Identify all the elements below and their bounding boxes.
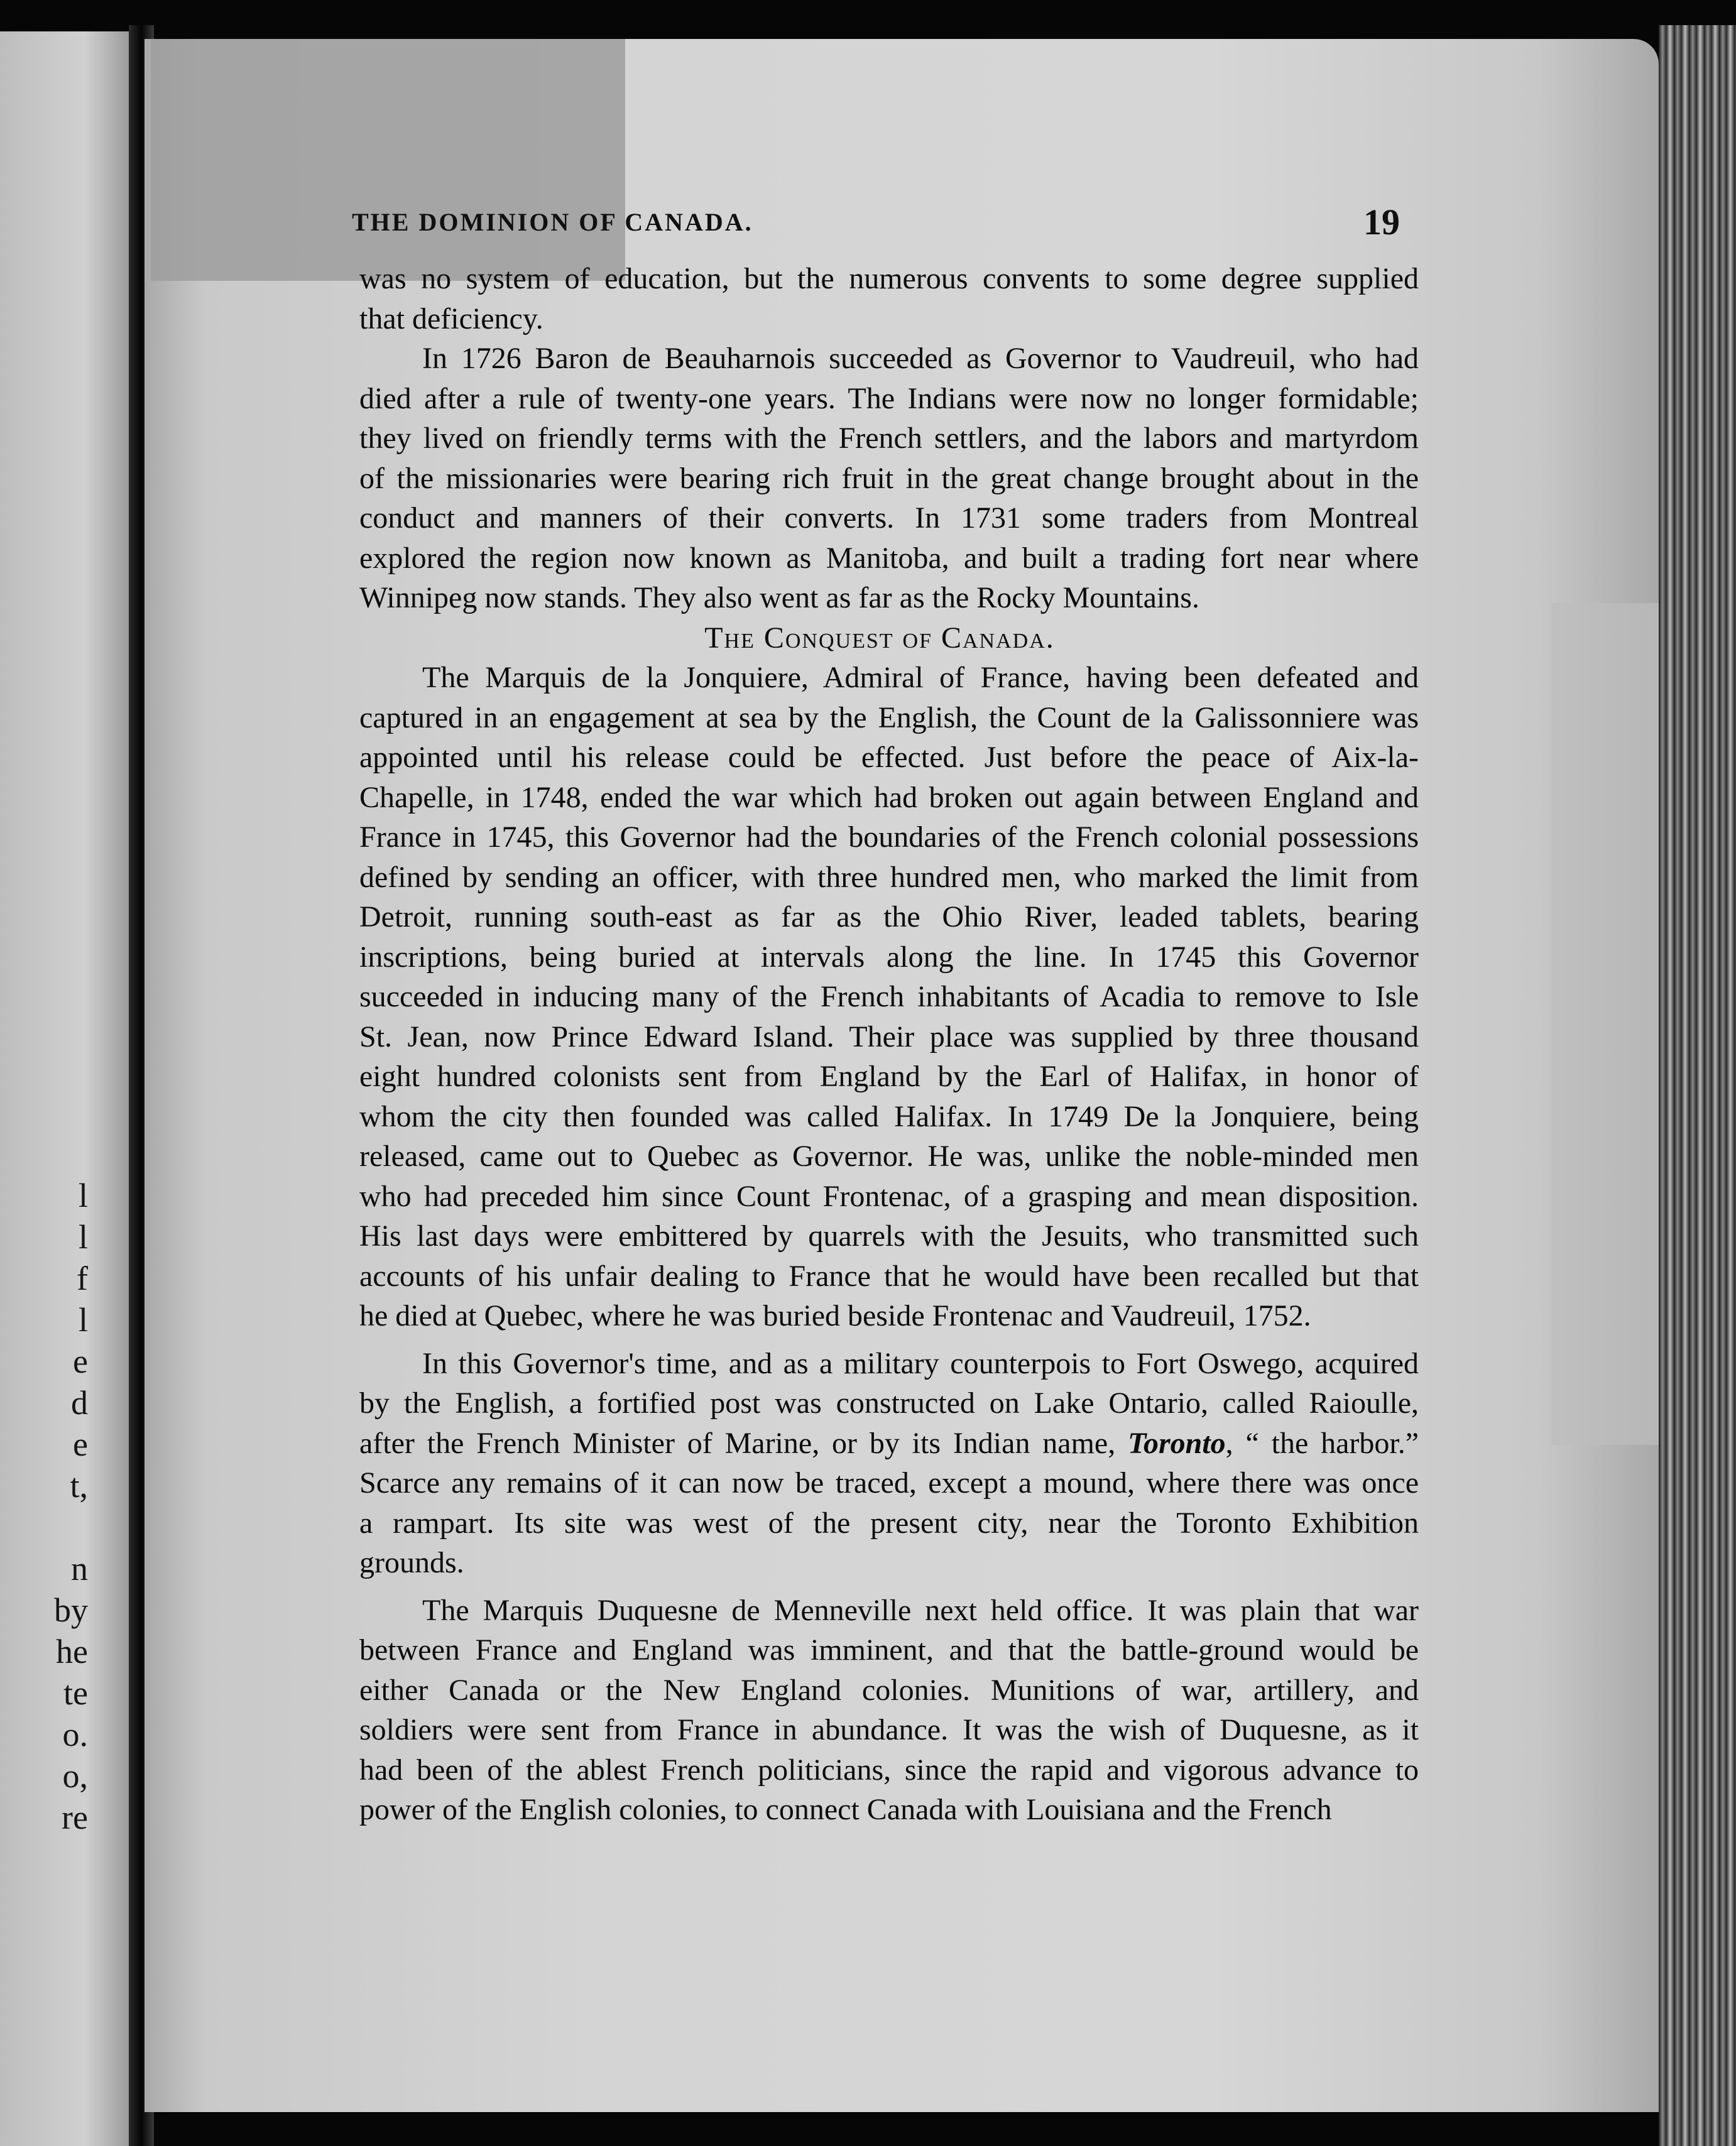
text-line: eight hundred colonists sent from England by the Earl of Halifax, in honor of	[359, 1060, 1419, 1093]
paragraph	[359, 658, 1419, 1336]
fragment: l	[78, 1177, 88, 1214]
paragraph	[359, 1591, 1419, 1830]
text-line: His last days were embittered by quarrels with the Jesuits, who transmitted such	[359, 1219, 1419, 1253]
facing-page	[0, 31, 141, 2146]
text-line: inscriptions, being buried at intervals along the line. In 1745 this Governor	[359, 940, 1419, 974]
text-line: power of the English colonies, to connect Canada with Louisiana and the French	[359, 1793, 1332, 1826]
text-line: died after a rule of twenty-one years. The Indians were now no longer formidable;	[359, 381, 1419, 415]
tape-mark	[151, 39, 625, 281]
page-number: 19	[1363, 202, 1400, 242]
text-line: he died at Quebec, where he was buried beside Frontenac and Vaudreuil, 1752.	[359, 1299, 1311, 1332]
text-line: between France and England was imminent, and that the battle-ground would be	[359, 1633, 1419, 1667]
text-line: captured in an engagement at sea by the English, the Count de la Galissonniere was	[359, 700, 1419, 734]
fragment: o.	[62, 1716, 88, 1753]
fragment: o,	[62, 1757, 88, 1795]
text-line: St. Jean, now Prince Edward Island. Their place was supplied by three thousand	[359, 1020, 1419, 1054]
text-line: soldiers were sent from France in abundance. It was the wish of Duquesne, as it	[359, 1713, 1419, 1746]
fragment: by	[54, 1591, 88, 1629]
paragraph	[359, 259, 1419, 339]
text-line: a rampart. Its site was west of the present city, near the Toronto Exhibition	[359, 1506, 1419, 1540]
text-line: was no system of education, but the numerous convents to some degree supplied	[359, 262, 1419, 295]
text-line: they lived on friendly terms with the French settlers, and the labors and martyrdom	[359, 422, 1419, 455]
text-line: appointed until his release could be effected. Just before the peace of Aix-la-	[359, 741, 1419, 774]
text-line: by the English, a fortified post was constructed on Lake Ontario, called Raioulle,	[359, 1386, 1419, 1420]
fragment: re	[62, 1799, 88, 1836]
text-line: defined by sending an officer, with three hundred men, who marked the limit from	[359, 860, 1419, 894]
fragment: te	[63, 1674, 88, 1712]
text-line: accounts of his unfair dealing to France that he would have been recalled but that	[359, 1259, 1419, 1293]
text-line: In this Governor's time, and as a military counterpois to Fort Oswego, acquired	[422, 1346, 1419, 1380]
fragment: e	[73, 1425, 88, 1463]
text-line: grounds.	[359, 1546, 464, 1579]
paragraph	[359, 1344, 1419, 1583]
text-line: after the French Minister of Marine, or by its Indian name, Toronto, “ the harbor.”	[359, 1426, 1419, 1460]
text-line: conduct and manners of their converts. In 1731 some traders from Montreal	[359, 501, 1419, 535]
text-line: France in 1745, this Governor had the boundaries of the French colonial possessions	[359, 820, 1419, 854]
fragment: f	[77, 1260, 88, 1297]
page-stack-edge	[1659, 25, 1736, 2146]
text-line: In 1726 Baron de Beauharnois succeeded as Governor to Vaudreuil, who had	[422, 342, 1419, 375]
text-line: explored the region now known as Manitoba, and built a trading fort near where	[359, 541, 1419, 575]
text-line: released, came out to Quebec as Governor. He was, unlike the noble-minded men	[359, 1140, 1419, 1173]
text-line: Scarce any remains of it can now be traced, except a mound, where there was once	[359, 1466, 1419, 1500]
text-line: either Canada or the New England colonies. Munitions of war, artillery, and	[359, 1673, 1419, 1707]
text-line: Chapelle, in 1748, ended the war which had broken out again between England and	[359, 780, 1419, 814]
fragment: e	[73, 1343, 88, 1380]
fragment: t,	[70, 1467, 88, 1505]
text-line: Detroit, running south-east as far as the Ohio River, leaded tablets, bearing	[359, 900, 1419, 934]
paragraph-gap	[359, 1583, 1419, 1591]
facing-page-fragments	[0, 1175, 88, 1838]
fragment	[0, 1506, 88, 1548]
fragment: l	[78, 1301, 88, 1339]
section-title: The Conquest of Canada.	[704, 621, 1055, 655]
text-line: had been of the ablest French politicians, since the rapid and vigorous advance to	[359, 1753, 1419, 1787]
text-line: of the missionaries were bearing rich fruit in the great change brought about in the	[359, 461, 1419, 495]
running-header	[352, 207, 1420, 237]
fragment: d	[71, 1384, 88, 1422]
fragment: he	[56, 1633, 88, 1670]
paragraph	[359, 339, 1419, 618]
text-line: that deficiency.	[359, 302, 543, 335]
body-text	[359, 259, 1419, 1830]
text-line: The Marquis de la Jonquiere, Admiral of France, having been defeated and	[422, 661, 1419, 694]
text-line: who had preceded him since Count Frontenac, of a grasping and mean disposition.	[359, 1179, 1419, 1213]
paragraph-gap	[359, 1336, 1419, 1344]
fragment: n	[71, 1550, 88, 1588]
text-line: The Marquis Duquesne de Menneville next held office. It was plain that war	[422, 1593, 1419, 1627]
text-line: Winnipeg now stands. They also went as far as the Rocky Mountains.	[359, 581, 1199, 614]
fragment: l	[78, 1218, 88, 1256]
tape-mark-right	[1552, 603, 1665, 1445]
text-line: whom the city then founded was called Halifax. In 1749 De la Jonquiere, being	[359, 1099, 1419, 1133]
text-line: succeeded in inducing many of the French inhabitants of Acadia to remove to Isle	[359, 980, 1419, 1013]
running-title: THE DOMINION OF CANADA.	[352, 208, 753, 236]
